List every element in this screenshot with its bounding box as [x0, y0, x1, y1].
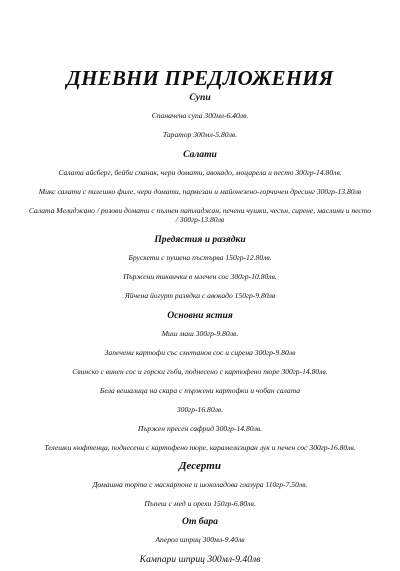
section-heading-desserts: Десерти [179, 460, 221, 472]
section-heading-mains: Основни ястия [167, 310, 233, 321]
menu-item: Таратор 300мл-5.80лв. [162, 130, 238, 139]
menu-item: Пъпеш с мед и орехи 150гр-6.80лв. [144, 499, 256, 508]
menu-item: Пържени тиквички в млечен сос 300гр-10.80лв. [123, 272, 277, 281]
menu-item: Спаначена супа 300мл-6.40лв. [151, 111, 249, 120]
menu-item: Микс салати с пилешко филе, чери домати, пармезан и майонезено-горчичен дресинг 300гр-13.80лв [38, 187, 362, 196]
menu-item: Яйчена йогурт разядка с авокадо 150гр-9.80лв [124, 291, 276, 300]
menu-item: Салата айсберг, бейби спанак, чери домати, авокадо, моцарела и песто 300гр-14.80лв. [58, 168, 342, 177]
section-heading-soups: Супи [189, 92, 211, 103]
section-heading-starters: Предястия и разядки [154, 234, 246, 245]
menu-item: Пържен пресен сафрид 300гр-14.80лв. [137, 424, 263, 433]
menu-title: ДНЕВНИ ПРЕДЛОЖЕНИЯ [66, 66, 334, 90]
menu-page [20, 66, 380, 571]
menu-item: Кампари шприц 300мл-9.40лв [139, 554, 261, 565]
menu-item: Домашна торта с маскарпоне и шоколадова глазура 110гр-7.50лв. [92, 480, 308, 489]
section-heading-salads: Салати [183, 149, 217, 160]
menu-item: Аперол шприц 300мл-9.40лв [155, 535, 245, 544]
menu-item: Бела вешалица на скара с пържени картофки и чобан салата [99, 386, 301, 395]
menu-item: Запечени картофи със сметанов сос и сирена 300гр-9.80лв [104, 348, 296, 357]
menu-item: Телешки кюфтенца, поднесени с картофено пюре, карамелизиран лук и печен сос 300гр-16.80лв. [44, 443, 356, 452]
menu-item: Салата Мелиджано / розови домати с пълнен патладжан, печени чушки, чесън, сирене, маслини и песто / 300гр-13.80лв [28, 206, 372, 224]
menu-item: Миш маш 300гр-9.80лв. [161, 329, 239, 338]
menu-item: 300гр-16.80лв. [176, 405, 224, 414]
menu-item: Брускети с пушена пъстърва 150гр-12.80лв. [128, 253, 272, 262]
menu-item: Свинско с винен сос и горски гъби, поднесено с картофено пюре 300гр-14.80лв. [72, 367, 328, 376]
section-heading-bar: От бара [182, 516, 218, 527]
